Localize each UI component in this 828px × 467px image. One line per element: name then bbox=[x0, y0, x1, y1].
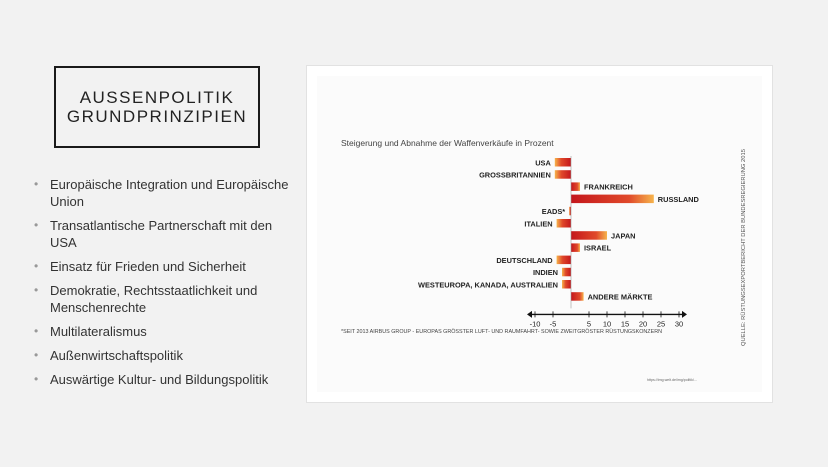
bar-label-4: EADS* bbox=[541, 207, 566, 217]
bar-5 bbox=[557, 219, 571, 228]
axis-arrow-right-icon bbox=[682, 311, 687, 318]
bullet-dot-icon: • bbox=[34, 177, 39, 191]
bar-9 bbox=[562, 268, 571, 277]
bar-label-8: DEUTSCHLAND bbox=[496, 255, 553, 265]
x-tick-label-0: -10 bbox=[529, 319, 541, 329]
url-note: https://img.welt.de/img/politik/... bbox=[647, 378, 697, 382]
bar-10 bbox=[562, 280, 571, 289]
bar-1 bbox=[555, 170, 571, 179]
bar-7 bbox=[571, 243, 580, 252]
bullet-dot-icon: • bbox=[34, 259, 39, 273]
x-tick-label-5: 20 bbox=[638, 319, 648, 329]
bar-label-0: USA bbox=[535, 158, 551, 168]
bar-label-2: FRANKREICH bbox=[584, 182, 633, 192]
bullet-item: • Demokratie, Rechtsstaatlichkeit und Menschenrechte bbox=[34, 283, 258, 315]
x-tick-label-3: 10 bbox=[602, 319, 612, 329]
axis-arrow-left-icon bbox=[527, 311, 532, 318]
bar-label-10: WESTEUROPA, KANADA, AUSTRALIEN bbox=[417, 280, 558, 290]
bar-label-1: GROSSBRITANNIEN bbox=[479, 170, 551, 180]
weapons-sales-chart bbox=[317, 76, 762, 392]
bullet-item: • Multilateralismus bbox=[34, 324, 147, 339]
x-tick-label-6: 25 bbox=[656, 319, 666, 329]
source-vertical-note: QUELLE: RÜSTUNGSEXPORTBERICHT DER BUNDESREGIERUNG 2015 bbox=[741, 149, 747, 346]
bars-layer bbox=[555, 158, 654, 301]
bullet-dot-icon: • bbox=[34, 218, 39, 232]
x-tick-label-7: 30 bbox=[674, 319, 684, 329]
bullet-item: • Einsatz für Frieden und Sicherheit bbox=[34, 259, 246, 274]
bar-label-6: JAPAN bbox=[611, 231, 636, 241]
bar-6 bbox=[571, 231, 607, 240]
bullet-item: • Außenwirtschaftspolitik bbox=[34, 348, 183, 363]
bar-11 bbox=[571, 292, 584, 301]
bullet-dot-icon: • bbox=[34, 283, 39, 297]
labels-layer bbox=[418, 158, 700, 301]
bullet-dot-icon: • bbox=[34, 348, 39, 362]
bar-2 bbox=[571, 182, 580, 191]
chart-area bbox=[317, 76, 762, 392]
bar-label-9: INDIEN bbox=[532, 268, 558, 278]
bullet-item: • Auswärtige Kultur- und Bildungspolitik bbox=[34, 372, 269, 387]
bullet-list bbox=[34, 176, 296, 395]
bar-3 bbox=[571, 195, 654, 204]
bullet-dot-icon: • bbox=[34, 372, 39, 386]
bar-label-5: ITALIEN bbox=[524, 219, 553, 229]
bar-label-7: ISRAEL bbox=[584, 243, 612, 253]
slide-title-line1: AUSSENPOLITIK bbox=[79, 88, 235, 107]
chart-card bbox=[307, 66, 772, 402]
x-tick-label-4: 15 bbox=[620, 319, 630, 329]
bar-0 bbox=[555, 158, 571, 167]
chart-footnote: *SEIT 2013 AIRBUS GROUP - EUROPAS GRÖSSTER LUFT- UND RAUMFAHRT- SOWIE ZWEITGRÖSTER RÜSTUNGSKONZERN bbox=[341, 329, 662, 335]
chart-title: Steigerung und Abnahme der Waffenverkäufe in Prozent bbox=[341, 138, 554, 148]
slide-title-line2: GRUNDPRINZIPIEN bbox=[66, 107, 248, 126]
bar-label-3: RUSSLAND bbox=[657, 194, 699, 204]
slide-title-box bbox=[54, 66, 260, 148]
bar-label-11: ANDERE MÄRKTE bbox=[587, 292, 653, 302]
bullet-dot-icon: • bbox=[34, 324, 39, 338]
bullet-item: • Transatlantische Partnerschaft mit den USA bbox=[34, 218, 273, 250]
bar-8 bbox=[557, 256, 571, 265]
bullet-item: • Europäische Integration und Europäische Union bbox=[34, 177, 289, 209]
x-tick-label-1: -5 bbox=[549, 319, 557, 329]
x-tick-label-2: 5 bbox=[586, 319, 592, 329]
